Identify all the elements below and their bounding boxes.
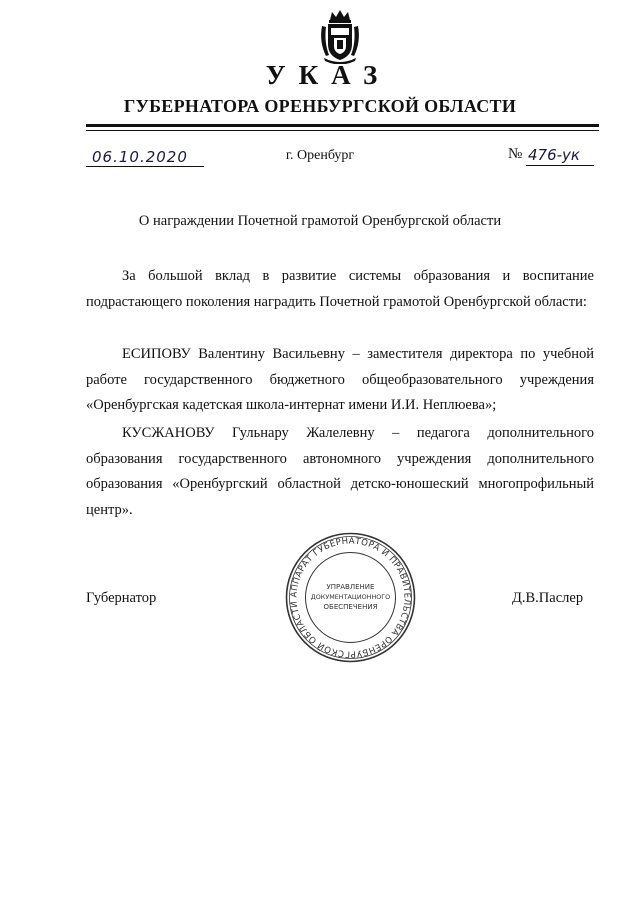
number-sign: № <box>508 146 523 162</box>
signatory-role: Губернатор <box>86 590 157 606</box>
document-city: г. Оренбург <box>285 148 355 163</box>
header-rule-thick <box>86 124 599 127</box>
page-subtitle: ГУБЕРНАТОРА ОРЕНБУРГСКОЙ ОБЛАСТИ <box>123 96 517 116</box>
number-underline <box>526 165 594 166</box>
page-title: УКАЗ <box>265 60 391 90</box>
stamp-center-line-3: ОБЕСПЕЧЕНИЯ <box>323 603 378 611</box>
date-underline <box>86 166 204 167</box>
intro-paragraph: За большой вклад в развитие системы образования и воспитание подрастающего поколения наградить Почетной грамотой Оренбургской области: <box>86 268 594 310</box>
stamp-center-line-1: УПРАВЛЕНИЕ <box>326 583 375 591</box>
official-stamp <box>283 530 418 665</box>
awardee-paragraph-1: ЕСИПОВУ Валентину Васильевну – заместителя директора по учебной работе государственного бюджетного общеобразовательного учреждения «Оренбургская кадетская школа-интернат имени И.И. Неплюева»; <box>86 346 594 413</box>
signatory-name: Д.В.Паслер <box>512 590 584 606</box>
awardee-paragraph-2: КУСЖАНОВУ Гульнару Жалелевну – педагога дополнительного образования государственного автономного учреждения дополнительного образования «Оренбургский областной детско-юношеский многопрофильный центр». <box>86 425 594 518</box>
header-rule-thin <box>86 130 599 131</box>
stamp-ring-text: АППАРАТ ГУБЕРНАТОРА И ПРАВИТЕЛЬСТВА ОРЕНБУРГСКОЙ ОБЛАСТИ <box>289 536 412 659</box>
orenburg-coat-of-arms-icon <box>318 8 362 64</box>
stamp-center-line-2: ДОКУМЕНТАЦИОННОГО <box>310 593 391 601</box>
document-number: 476-ук <box>528 146 580 164</box>
document-heading: О награждении Почетной грамотой Оренбургской области <box>138 213 502 229</box>
document-date: 06.10.2020 <box>92 148 188 166</box>
